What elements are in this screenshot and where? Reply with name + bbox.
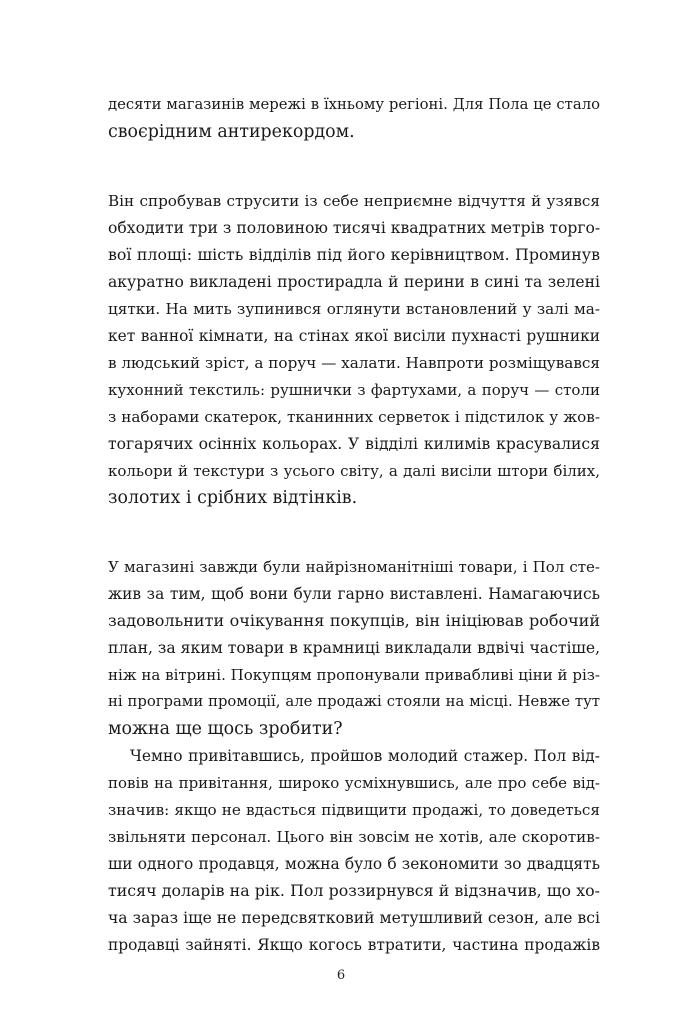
text-line: цятки. На мить зупинився оглянути встановлений у залі ма- — [108, 300, 600, 318]
text-line: кет ванної кімнати, на стінах якої висіли пухнасті рушники — [108, 327, 600, 345]
text-line: вої площі: шість відділів під його керівництвом. Проминув — [108, 245, 600, 264]
text-line: кольори й текстури з усього світу, а далі висіли штори білих, — [108, 462, 600, 480]
text-line: акуратно викладені простирадла й перини в сині та зелені — [108, 273, 600, 291]
text-line: Він спробував струсити із себе неприємне відчуття й узявся — [108, 192, 600, 210]
text-line: значив: якщо не вдасться підвищити продажі, то доведеться — [108, 801, 600, 819]
text-line: Чемно привітавшись, пройшов молодий стажер. Пол від- — [130, 747, 600, 765]
text-line: обходити три з половиною тисячі квадратних метрів торго- — [108, 219, 601, 237]
text-line: жив за тим, щоб вони були гарно виставлені. Намагаючись — [108, 585, 600, 603]
text-line: ні програми промоції, але продажі стояли на місці. Невже тут — [108, 693, 600, 710]
text-line: У магазині завжди були найрізноманітніші товари, і Пол сте- — [108, 558, 600, 576]
text-line: ча зараз іще не передсвятковий метушливий сезон, але всі — [108, 909, 600, 927]
text-line: золотих і срібних відтінків. — [108, 488, 358, 508]
text-line: своєрідним антирекордом. — [108, 122, 355, 142]
text-line: тогарячих осінніх кольорах. У відділі килимів красувалися — [108, 435, 600, 453]
text-line: задовольнити очікування покупців, він ініціював робочий — [108, 611, 600, 630]
text-line: в людський зріст, а поруч — халати. Навпроти розміщувався — [108, 354, 600, 372]
text-line: повів на привітання, широко усміхнувшись, але про себе від- — [108, 774, 600, 792]
text-line: продавці зайняті. Якщо когось втратити, частина продажів — [108, 936, 600, 954]
text-line: звільняти персонал. Цього він зовсім не хотів, але скоротив- — [108, 828, 600, 846]
text-line: ніж на вітрині. Покупцям пропонували привабливі ціни й різ- — [108, 666, 600, 684]
page-number: 6 — [336, 968, 346, 983]
text-line: ши одного продавця, можна було б зекономити зо двадцять — [108, 855, 600, 873]
text-line: кухонний текстиль: рушнички з фартухами, а поруч — столи — [108, 381, 600, 399]
text-line: десяти магазинів мережі в їхньому регіоні. Для Пола це стало — [108, 96, 600, 113]
text-line: тисяч доларів на рік. Пол роззирнувся й відзначив, що хо- — [108, 881, 600, 900]
text-line: з наборами скатерок, тканинних серветок і підстилок у жов- — [108, 408, 600, 426]
text-line: план, за яким товари в крамниці викладали вдвічі частіше, — [108, 639, 601, 657]
text-line: можна ще щось зробити? — [108, 719, 343, 739]
